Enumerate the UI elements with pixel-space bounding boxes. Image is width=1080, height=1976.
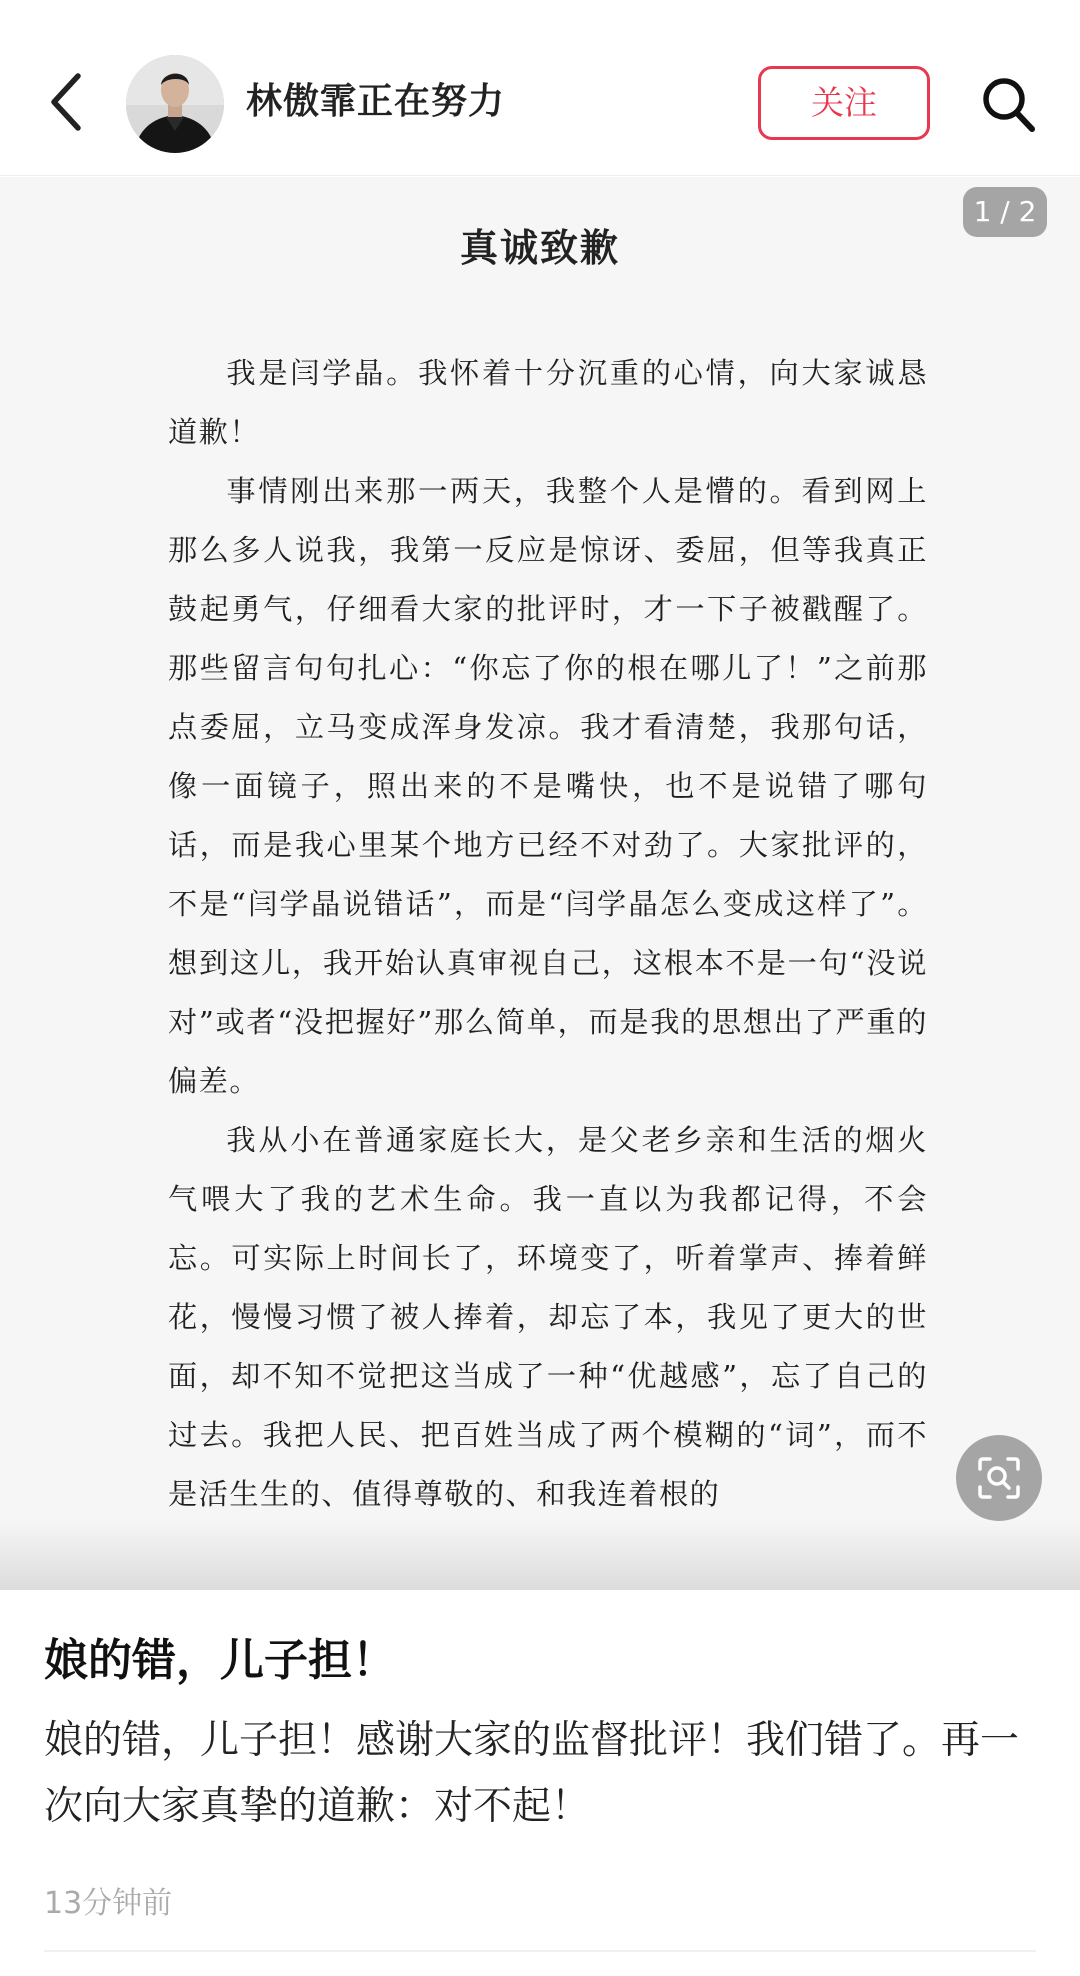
scan-search-icon xyxy=(956,1435,1042,1521)
post-timestamp: 13分钟前 xyxy=(44,1886,173,1921)
username[interactable]: 林傲霏正在努力 xyxy=(246,81,506,122)
search-icon xyxy=(978,72,1040,138)
top-bar xyxy=(0,0,1080,176)
follow-button[interactable]: 关注 xyxy=(758,66,930,140)
document-paragraph: 我从小在普通家庭长大，是父老乡亲和生活的烟火气喂大了我的艺术生命。我一直以为我都记得，不会忘。可实际上时间长了，环境变了，听着掌声、捧着鲜花，慢慢习惯了被人捧着，却忘了本，我见了更大的世面，却不知不觉把这当成了一种“优越感”，忘了自己的过去。我把人民、把百姓当成了两个模糊的“词”，而不是活生生的、值得尊敬的、和我连着根的 xyxy=(168,1123,928,1511)
avatar-image xyxy=(126,55,224,153)
document-paragraph: 事情刚出来那一两天，我整个人是懵的。看到网上那么多人说我，我第一反应是惊讶、委屈，但等我真正鼓起勇气，仔细看大家的批评时，才一下子被戳醒了。那些留言句句扎心：“你忘了你的根在哪儿了！”之前那点委屈，立马变成浑身发凉。我才看清楚，我那句话，像一面镜子，照出来的不是嘴快，也不是说错了哪句话，而是我心里某个地方已经不对劲了。大家批评的，不是“闫学晶说错话”，而是“闫学晶怎么变成这样了”。想到这儿，我开始认真审视自己，这根本不是一句“没说对”或者“没把握好”那么简单，而是我的思想出了严重的偏差。 xyxy=(168,474,928,1098)
divider xyxy=(44,1950,1036,1952)
post-body: 娘的错，儿子担！感谢大家的监督批评！我们错了。再一次向大家真挚的道歉：对不起！ xyxy=(44,1718,1020,1829)
document-text xyxy=(168,344,928,1524)
image-search-button[interactable] xyxy=(956,1435,1042,1521)
post-image[interactable] xyxy=(0,177,1080,1590)
search-button[interactable] xyxy=(978,72,1040,138)
image-bottom-fade xyxy=(0,1520,1080,1590)
avatar[interactable] xyxy=(126,55,224,153)
document-paragraph: 我是闫学晶。我怀着十分沉重的心情，向大家诚恳道歉！ xyxy=(168,356,928,449)
document-title: 真诚致歉 xyxy=(459,225,620,270)
post-title: 娘的错，儿子担！ xyxy=(44,1635,396,1686)
post-content xyxy=(0,1590,1080,1976)
back-button[interactable] xyxy=(40,66,96,138)
chevron-left-icon xyxy=(40,66,96,138)
page-indicator: 1 / 2 xyxy=(963,187,1047,237)
